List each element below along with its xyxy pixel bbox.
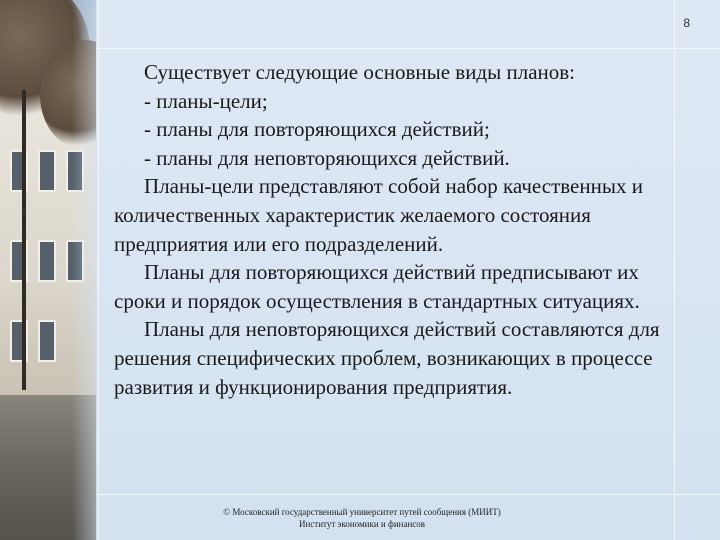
grid-line [96,494,720,495]
non-repeating-plans-paragraph: Планы для неповторяющихся действий составляются для решения специфических проблем, возникающих в процессе развития и функционирования предприятия. [114,317,660,399]
window [38,320,56,362]
body-text [114,58,694,401]
slide-number: 8 [683,16,690,30]
grid-line [98,0,99,540]
list-item: - планы для неповторяющихся действий. [144,145,510,170]
list-item: - планы для повторяющихся действий; [144,117,490,142]
list-item: - планы-цели; [144,88,268,113]
tree-trunk [22,90,26,390]
window [38,150,56,192]
repeating-plans-paragraph: Планы для повторяющихся действий предписывают их сроки и порядок осуществления в стандартных ситуациях. [114,260,640,313]
window [38,240,56,282]
footer [200,506,524,530]
goal-plans-paragraph: Планы-цели представляют собой набор качественных и количественных характеристик желаемого состояния предприятия или его подразделений. [114,174,643,256]
intro-paragraph: Существует следующие основные виды планов: [144,60,576,84]
footer-institute: Институт экономики и финансов [298,519,426,529]
footer-copyright: © Московский государственный университет путей сообщения (МИИТ) [223,507,501,517]
grid-line [96,48,720,49]
